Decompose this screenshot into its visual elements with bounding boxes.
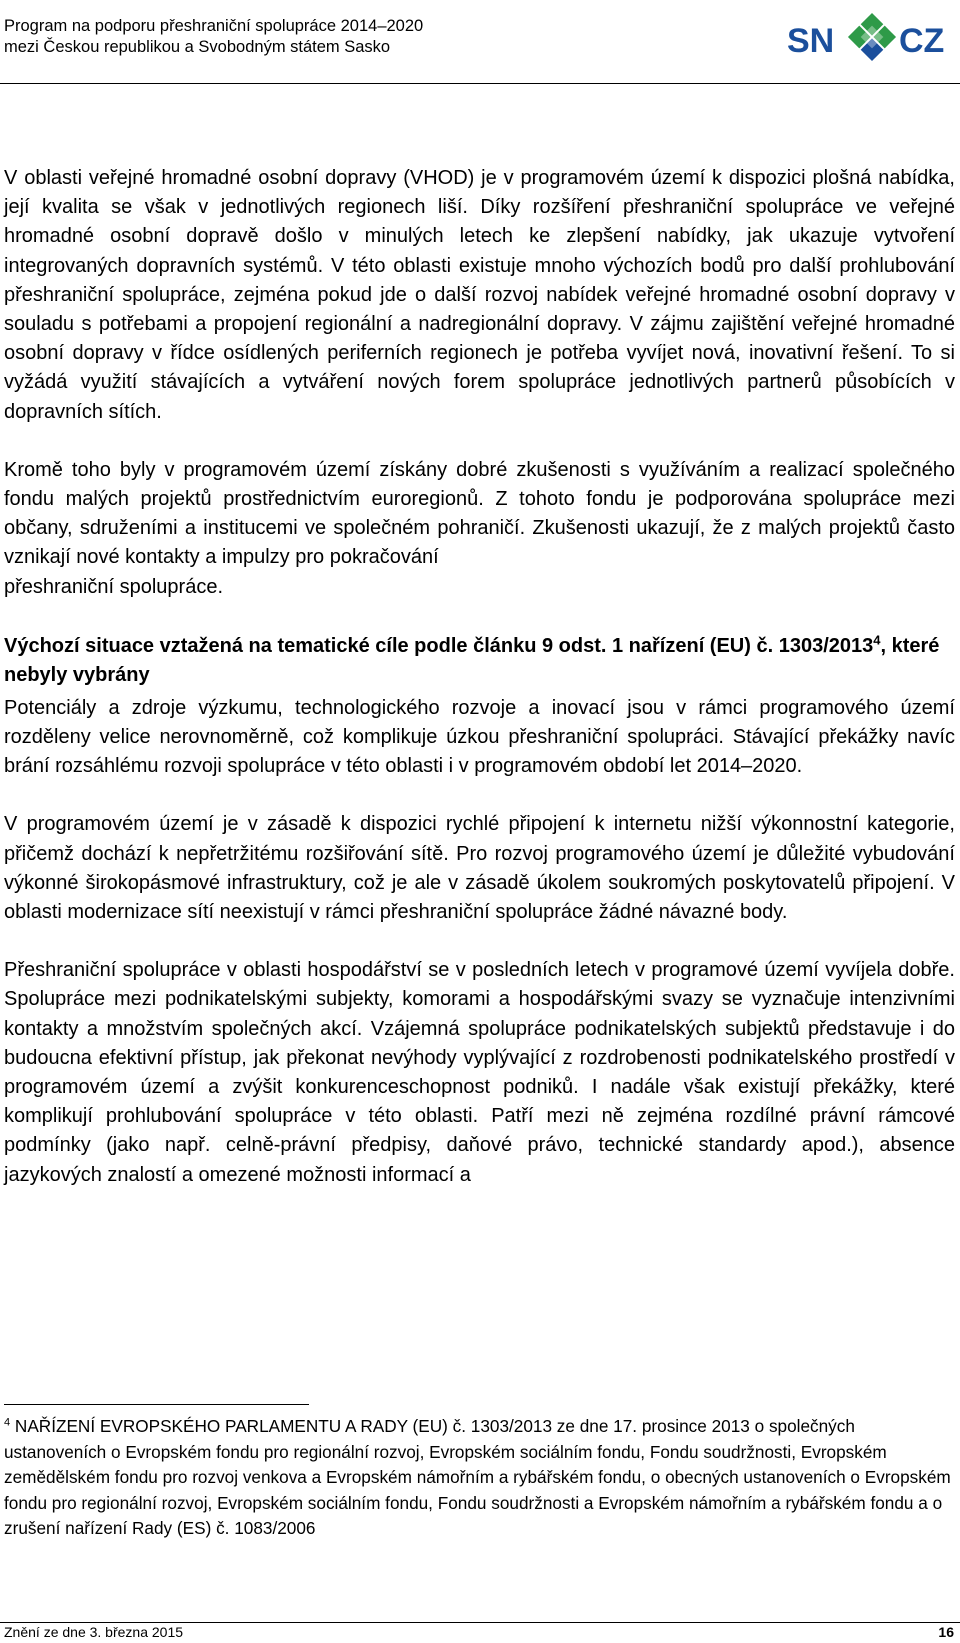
footnote-number: 4 (4, 1416, 11, 1429)
program-title (4, 16, 423, 58)
program-title-line-1: Program na podporu přeshraniční spolupráce 2014–2020 (4, 17, 424, 35)
header-divider (0, 83, 960, 84)
sn-cz-logo (787, 4, 957, 74)
paragraph-research-innovation: Potenciály a zdroje výzkumu, technologického rozvoje a inovací jsou v rámci programového území rozděleny velice nerovnoměrně, což komplikuje úzkou přeshraniční spolupráci. Stávající překážky navíc brání rozsáhlému rozvoji spolupráce v této oblasti i v programovém období let 2014–2020. (4, 696, 955, 778)
section-heading-tail: , které nebyly vybrány (4, 634, 940, 686)
program-title-line-2: mezi Českou republikou a Svobodným státem Sasko (4, 38, 391, 56)
page-number: 16 (938, 1624, 954, 1640)
paragraph-small-projects-fund-tail: přeshraniční spolupráce. (4, 575, 224, 598)
section-heading (4, 632, 955, 690)
logo-text-cz: CZ (899, 22, 945, 60)
page-header (0, 0, 960, 84)
footer-date: Znění ze dne 3. března 2015 (4, 1624, 184, 1640)
logo-diamond-icon (848, 13, 896, 61)
paragraph-internet: V programovém území je v zásadě k dispozici rychlé připojení k internetu nižší výkonnostní kategorie, přičemž dochází k nepřetržitému rozšiřování sítě. Pro rozvoj programového území je důležité vybudování výkonné širokopásmové infrastruktury, což je ale v zásadě úkolem soukromých poskytovatelů připojení. V oblasti modernizace sítí neexistují v rámci přeshraniční spolupráce žádné návazné body. (4, 813, 955, 924)
paragraph-public-transport: V oblasti veřejné hromadné osobní dopravy (VHOD) je v programovém území k dispozici plošná nabídka, její kvalita se však v jednotlivých regionech liší. Díky rozšíření přeshraniční spolupráce ve veřejné hromadné osobní dopravě došlo v minulých letech ke zlepšení nabídky, jak ukazuje vytvoření integrovaných dopravních systémů. V této oblasti existuje mnoho výchozích bodů pro další prohlubování přeshraniční spolupráce, zejména pokud jde o další rozvoj nabídek veřejné hromadné osobní dopravy v souladu s potřebami a propojení regionální a nadregionální dopravy. V zájmu zajištění veřejné hromadné osobní dopravy v řídce osídlených periferních regionech je potřeba vyvíjet nová, inovativní řešení. To si vyžádá využití stávajících a vytváření nových forem spolupráce jednotlivých partnerů působících v dopravních sítích. (4, 167, 955, 423)
paragraph-small-projects-fund (4, 456, 955, 602)
footnote-text: NAŘÍZENÍ EVROPSKÉHO PARLAMENTU A RADY (EU) č. 1303/2013 ze dne 17. prosince 2013 o společných ustanoveních o Evropském fondu pro regionální rozvoj, Evropském sociálním fondu, Fondu soudržnosti, Evropském zemědělském fondu pro rozvoj venkova a Evropském námořním a rybářském fondu, o obecných ustanoveních o Evropském fondu pro regionální rozvoj, Evropském sociálním fondu, Fondu soudržnosti a Evropském námořním a rybářském fondu a o zrušení nařízení Rady (ES) č. 1083/2006 (4, 1416, 951, 1538)
paragraph-economy: Přeshraniční spolupráce v oblasti hospodářství se v posledních letech v programové území vyvíjela dobře. Spolupráce mezi podnikatelskými subjekty, komorami a hospodářskými svazy se vyznačuje intenzivními kontakty a množstvím společných akcí. Vzájemná spolupráce podnikatelských subjektů představuje i do budoucna efektivní přístup, jak překonat nevýhody vyplývající z rozdrobenosti podnikatelského prostředí v programovém území a zvýšit konkurenceschopnost podniků. I nadále však existují překážky, které komplikují prohlubování spolupráce v této oblasti. Patří mezi ně zejména rozdílné právní rámcové podmínky (jako např. celně-právní předpisy, daňové právo, technické standardy apod.), absence jazykových znalostí a omezené možnosti informací a (4, 959, 955, 1186)
logo-text-sn: SN (787, 22, 835, 60)
document-body (4, 164, 955, 1190)
footnote-divider (4, 1404, 309, 1405)
section-heading-text: Výchozí situace vztažená na tematické cíle podle článku 9 odst. 1 nařízení (EU) č. 1303/2013 (4, 634, 874, 657)
paragraph-small-projects-fund-text: Kromě toho byly v programovém území získány dobré zkušenosti s využíváním a realizací společného fondu malých projektů prostřednictvím euroregionů. Z tohoto fondu je podporována spolupráce mezi občany, sdruženími a institucemi ve společném pohraničí. Zkušenosti ukazují, že z malých projektů často vznikají nové kontakty a impulzy pro pokračování (4, 458, 955, 569)
footnote-reference: 4 (873, 632, 881, 648)
footer-divider (0, 1622, 960, 1623)
footnote (4, 1414, 955, 1542)
